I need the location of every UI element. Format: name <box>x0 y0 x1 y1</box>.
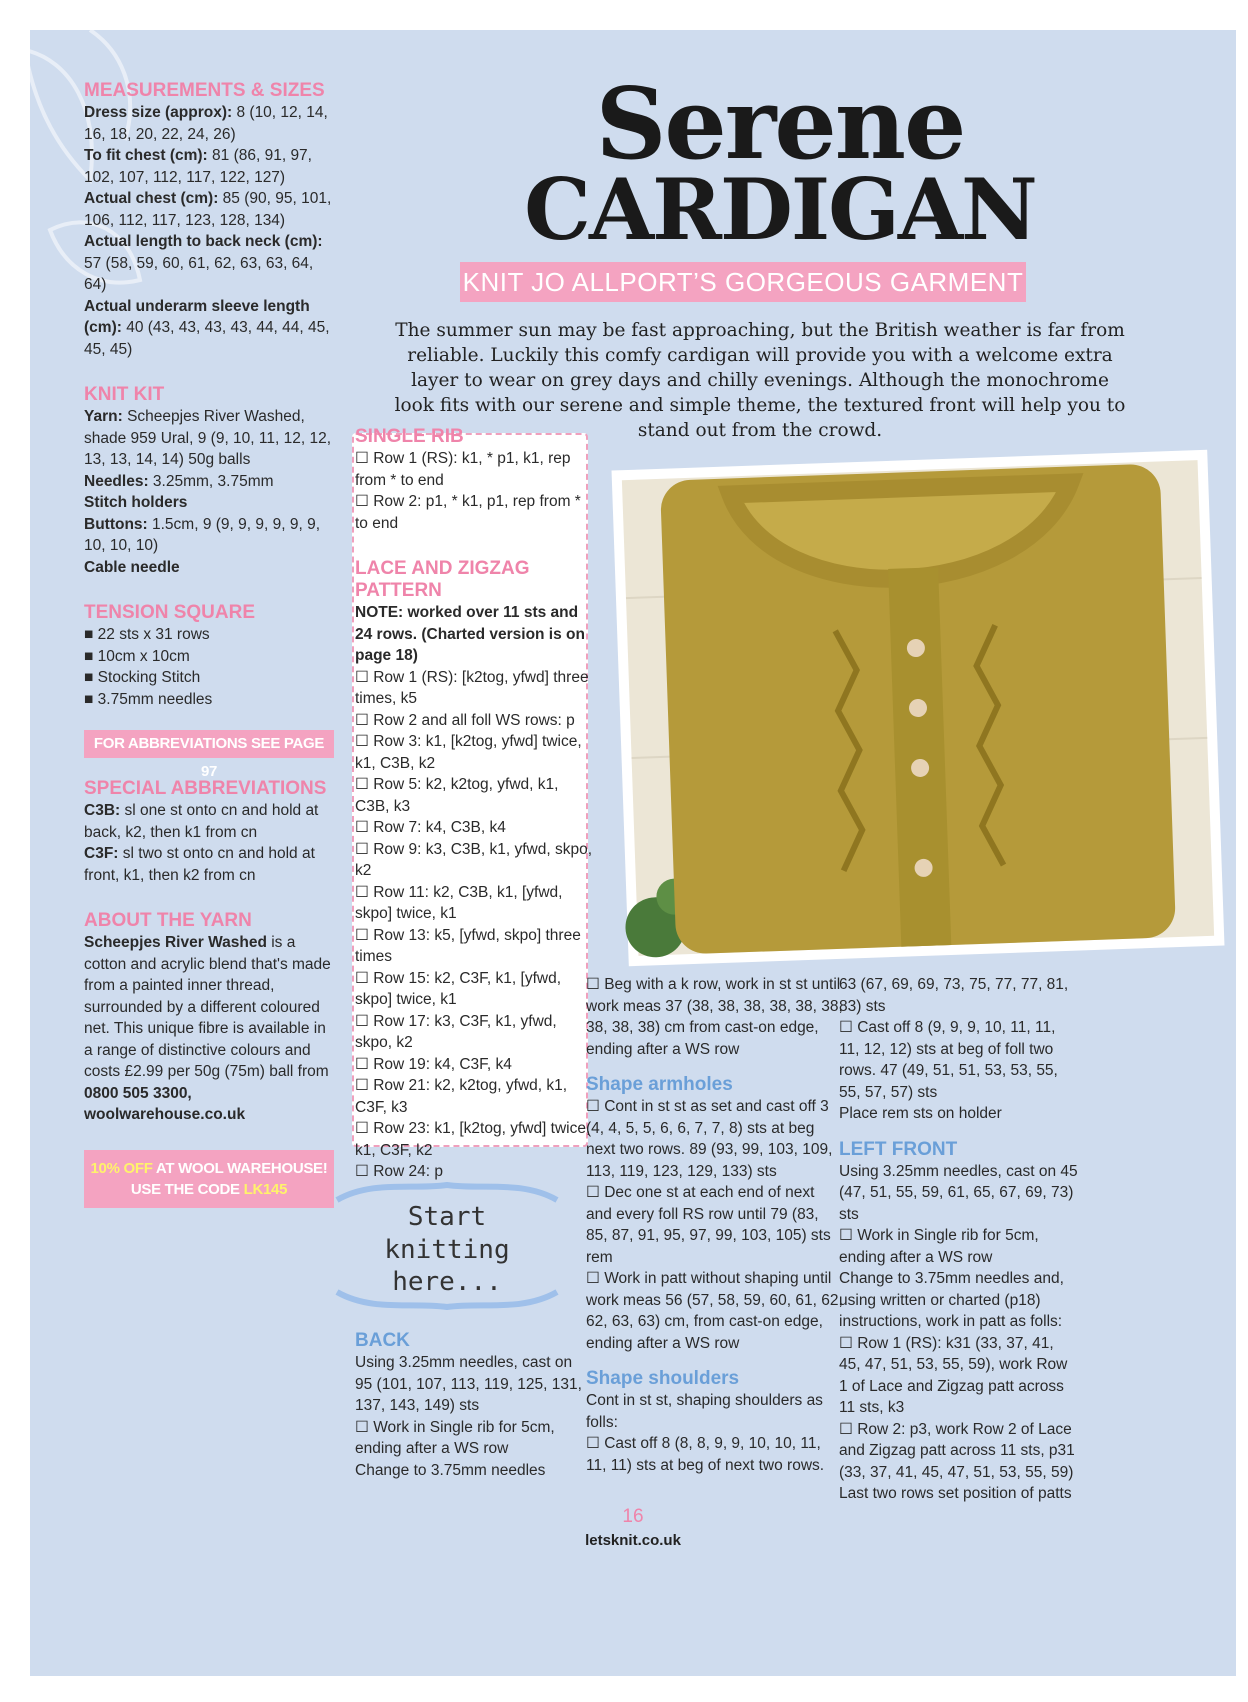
lace-row: ☐ Row 13: k5, [yfwd, skpo] three times <box>355 925 592 968</box>
lace-row: ☐ Row 23: k1, [k2tog, yfwd] twice, k1, C3F, k2 <box>355 1118 592 1161</box>
intro-paragraph: The summer sun may be fast approaching, but the British weather is far from reliable. Luckily this comfy cardigan will provide you with a welcome extra layer to wear on grey days and chilly evenings. Although the monochrome look fits with our serene and simple theme, the textured front will help you to stand out from the crowd. <box>394 320 1126 441</box>
magazine-page <box>30 30 1236 1676</box>
lace-row: ☐ Row 1 (RS): [k2tog, yfwd] three times, k5 <box>355 667 592 710</box>
pattern-text: Cont in st st, shaping shoulders as folls: <box>586 1392 823 1431</box>
lace-row: ☐ Row 19: k4, C3F, k4 <box>355 1054 592 1076</box>
lace-row: ☐ Row 5: k2, k2tog, yfwd, k1, C3B, k3 <box>355 774 592 817</box>
footer-site: letsknit.co.uk <box>585 1532 681 1549</box>
c3f-abbrev: C3F: sl two st onto cn and hold at front, k1, then k2 from cn <box>84 845 315 884</box>
c3b-abbrev: C3B: sl one st onto cn and hold at back, k2, then k1 from cn <box>84 802 319 841</box>
pattern-text: ☐ Beg with a k row, work in st st until work meas 37 (38, 38, 38, 38, 38, 38, 38, 38, 38) cm from cast-on edge, ending after a WS row <box>586 974 844 1060</box>
tension-item: ■ 10cm x 10cm <box>84 646 334 668</box>
lace-row: ☐ Row 3: k1, [k2tog, yfwd] twice, k1, C3B, k2 <box>355 731 592 774</box>
title-cardigan: CARDIGAN <box>524 160 1036 259</box>
lace-row: ☐ Row 11: k2, C3B, k1, [yfwd, skpo] twice, k1 <box>355 882 592 925</box>
left-front-column <box>839 974 1079 1505</box>
pattern-text: ☐ Row 2: p3, work Row 2 of Lace and Zigzag patt across 11 sts, p31 (33, 37, 41, 45, 47, 51, 53, 55, 59) <box>839 1419 1079 1484</box>
sidebar-column <box>84 80 334 1208</box>
about-yarn-heading: ABOUT THE YARN <box>84 910 252 931</box>
chest-size: To fit chest (cm): 81 (86, 91, 97, 102, 107, 112, 117, 122, 127) <box>84 147 312 186</box>
cable-info: Cable needle <box>84 558 180 576</box>
pattern-text: 63 (67, 69, 69, 73, 75, 77, 77, 81, 83) sts <box>839 976 1069 1015</box>
pattern-text: ☐ Cast off 8 (8, 8, 9, 9, 10, 10, 11, 11, 11) sts at beg of next two rows. <box>586 1433 844 1476</box>
stitch-column <box>355 426 592 1183</box>
lace-row: ☐ Row 21: k2, k2tog, yfwd, k1, C3F, k3 <box>355 1075 592 1118</box>
about-yarn-text: Scheepjes River Washed is a cotton and acrylic blend that's made from a painted inner thread, surrounded by a different coloured net. This unique fibre is available in a range of distinctive colours and costs £2.99 per 50g (75m) ball from 0800 505 3300, woolwarehouse.co.uk <box>84 934 331 1123</box>
left-front-heading: LEFT FRONT <box>839 1138 958 1160</box>
pattern-text: ☐ Work in Single rib for 5cm, ending after a WS row <box>839 1225 1079 1268</box>
start-line: Start <box>407 1202 487 1232</box>
armholes-heading: Shape armholes <box>586 1074 733 1095</box>
pattern-text: ☐ Dec one st at each end of next and every foll RS row until 79 (83, 85, 87, 91, 95, 97, 99, 103, 105) sts rem <box>586 1182 844 1268</box>
special-abbrev-heading: SPECIAL ABBREVIATIONS <box>84 778 327 799</box>
actual-chest: Actual chest (cm): 85 (90, 95, 101, 106, 112, 117, 123, 128, 134) <box>84 190 332 229</box>
back-text: Change to 3.75mm needles <box>355 1461 546 1479</box>
pattern-text: Place rem sts on holder <box>839 1105 1002 1122</box>
lace-row: ☐ Row 2 and all foll WS rows: p <box>355 710 592 732</box>
single-rib-heading: SINGLE RIB <box>355 426 464 447</box>
pattern-text: ☐ Work in patt without shaping until work meas 56 (57, 58, 59, 60, 61, 62, 62, 63, 63) cm, from cast-on edge, ending after a WS row <box>586 1268 844 1354</box>
cardigan-photo <box>608 448 1228 968</box>
back-text: ☐ Work in Single rib for 5cm, ending after a WS row <box>355 1417 592 1460</box>
buttons-info: Buttons: 1.5cm, 9 (9, 9, 9, 9, 9, 9, 10, 10, 10) <box>84 515 321 554</box>
pattern-text: Last two rows set position of patts <box>839 1485 1072 1502</box>
rib-row: ☐ Row 2: p1, * k1, p1, rep from * to end <box>355 491 592 534</box>
lace-heading: LACE AND ZIGZAG PATTERN <box>355 558 530 601</box>
knit-kit-heading: KNIT KIT <box>84 384 165 405</box>
start-knitting-banner <box>332 1170 562 1320</box>
pattern-text: ☐ Cont in st st as set and cast off 3 (4, 4, 5, 5, 6, 6, 7, 7, 8) sts at beg next two rows. 89 (93, 99, 103, 109, 113, 119, 123, 129, 133) sts <box>586 1096 844 1182</box>
back-text: Using 3.25mm needles, cast on 95 (101, 107, 113, 119, 125, 131, 137, 143, 149) sts <box>355 1354 582 1414</box>
tension-heading: TENSION SQUARE <box>84 602 256 623</box>
subtitle-banner: KNIT JO ALLPORT’S GORGEOUS GARMENT <box>460 262 1026 302</box>
tension-item: ■ Stocking Stitch <box>84 667 334 689</box>
holders-info: Stitch holders <box>84 494 188 511</box>
lace-row: ☐ Row 17: k3, C3F, k1, yfwd, skpo, k2 <box>355 1011 592 1054</box>
measurements-heading: MEASUREMENTS & SIZES <box>84 80 325 101</box>
page-number: 16 <box>622 1506 644 1527</box>
shoulders-heading: Shape shoulders <box>586 1368 740 1389</box>
lace-row: ☐ Row 9: k3, C3B, k1, yfwd, skpo, k2 <box>355 839 592 882</box>
pattern-text: Change to 3.75mm needles and, using written or charted (p18) instructions, work in patt as folls: <box>839 1270 1064 1330</box>
title-serene: Serene <box>595 67 965 182</box>
needles-info: Needles: 3.25mm, 3.75mm <box>84 472 274 490</box>
tension-item: ■ 3.75mm needles <box>84 689 334 711</box>
sleeve-length: Actual underarm sleeve length (cm): 40 (43, 43, 43, 43, 44, 44, 45, 45, 45) <box>84 297 330 358</box>
lace-note: NOTE: worked over 11 sts and 24 rows. (Charted version is on page 18) <box>355 604 585 664</box>
tension-item: ■ 22 sts x 31 rows <box>84 624 334 646</box>
back-length: Actual length to back neck (cm): 57 (58, 59, 60, 61, 62, 63, 63, 64, 64) <box>84 233 323 293</box>
start-line: knitting <box>384 1235 510 1265</box>
rib-row: ☐ Row 1 (RS): k1, * p1, k1, rep from * to end <box>355 448 592 491</box>
pattern-text: Using 3.25mm needles, cast on 45 (47, 51, 55, 59, 61, 65, 67, 69, 73) sts <box>839 1162 1078 1223</box>
dress-size: Dress size (approx): 8 (10, 12, 14, 16, 18, 20, 22, 24, 26) <box>84 104 328 143</box>
lace-row: ☐ Row 24: p <box>355 1161 592 1183</box>
armhole-column <box>586 974 844 1476</box>
pattern-text: ☐ Row 1 (RS): k31 (33, 37, 41, 45, 47, 51, 53, 55, 59), work Row 1 of Lace and Zigzag patt across 11 sts, k3 <box>839 1333 1079 1419</box>
back-section <box>355 1330 592 1481</box>
pattern-text: ☐ Cast off 8 (9, 9, 9, 10, 11, 11, 11, 12, 12) sts at beg of foll two rows. 47 (49, 51, 51, 53, 53, 55, 55, 57, 57) sts <box>839 1017 1079 1103</box>
start-line: here... <box>392 1267 502 1297</box>
lace-row: ☐ Row 7: k4, C3B, k4 <box>355 817 592 839</box>
yarn-info: Yarn: Scheepjes River Washed, shade 959 Ural, 9 (9, 10, 11, 12, 12, 13, 13, 14, 14) 50g balls <box>84 408 332 468</box>
offer-banner: 10% OFF AT WOOL WAREHOUSE! USE THE CODE LK145 <box>84 1150 334 1208</box>
lace-row: ☐ Row 15: k2, C3F, k1, [yfwd, skpo] twice, k1 <box>355 968 592 1011</box>
abbreviations-banner: FOR ABBREVIATIONS SEE PAGE 97 <box>84 730 334 758</box>
back-heading: BACK <box>355 1330 410 1351</box>
